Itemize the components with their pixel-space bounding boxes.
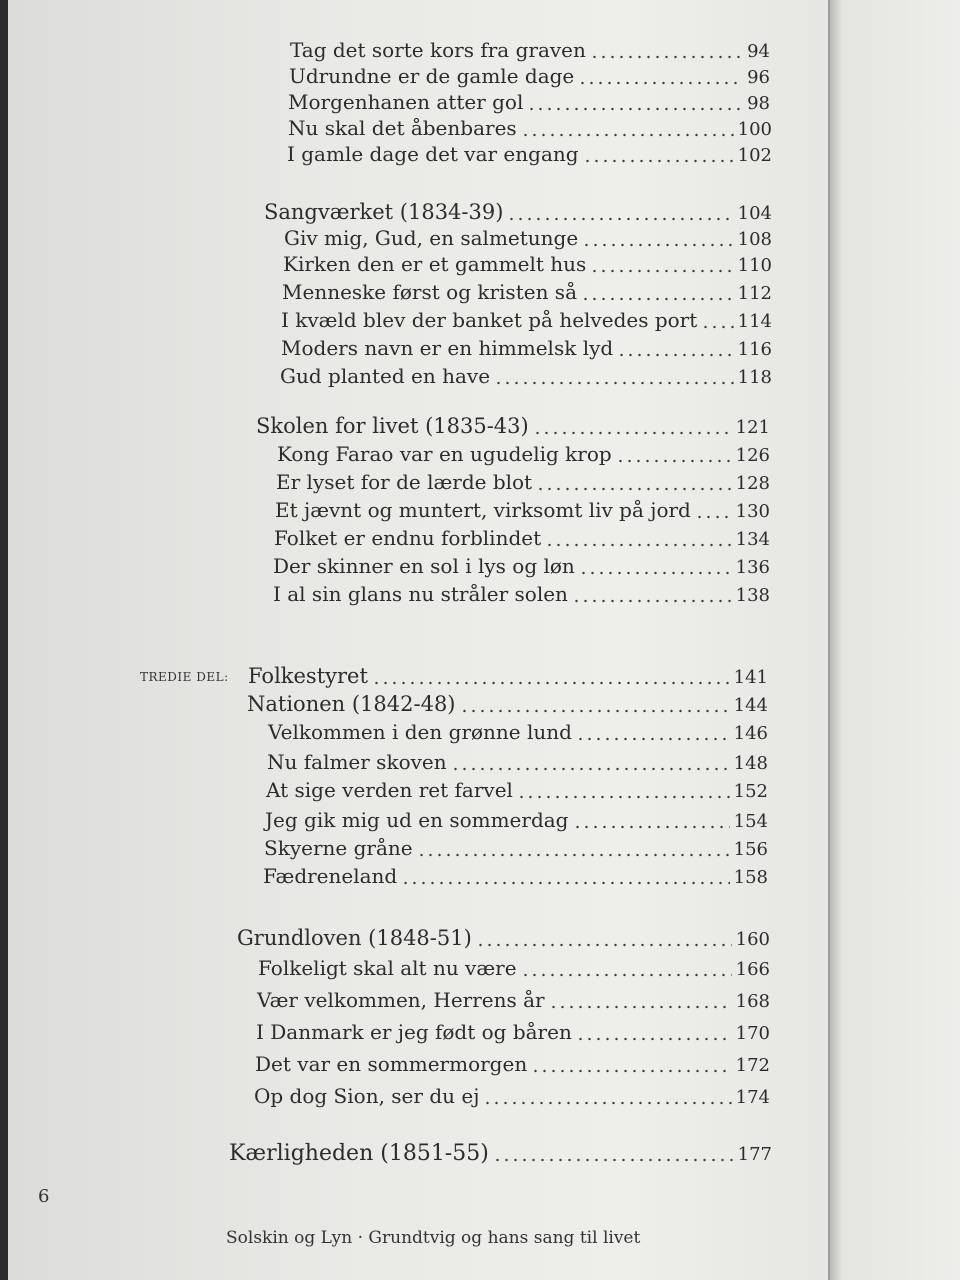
toc-entry-page: 146 [733,723,768,744]
toc-entry-title: Kirken den er et gammelt hus [283,252,587,276]
toc-entry-title: Folket er endnu forblindet [274,526,542,550]
toc-entry-page: 102 [737,145,772,166]
dot-leader [701,325,733,329]
toc-entry-page: 128 [735,473,770,494]
toc-section-heading [247,692,768,718]
dot-leader [521,133,734,137]
toc-entry-title: Moders navn er en himmelsk lyd [281,336,614,360]
dot-leader [521,973,732,977]
toc-entry-title: I Danmark er jeg født og båren [256,1020,572,1044]
dot-leader [616,459,732,463]
dot-leader [579,571,732,575]
dot-leader [572,599,732,603]
toc-entry [276,470,770,496]
dot-leader [527,107,743,111]
dot-leader [531,1069,731,1073]
toc-entry [257,988,770,1014]
toc-entry-title: Fædreneland [263,864,398,888]
toc-entry-page: 141 [733,667,768,688]
toc-section-heading [264,200,772,226]
toc-entry [287,142,772,168]
toc-entry-page: 144 [733,695,768,716]
toc-entry [277,442,770,468]
dot-leader [451,767,730,771]
toc-entry-title: Grundloven (1848-51) [237,926,472,950]
toc-entry-title: Nu falmer skoven [267,750,447,774]
toc-section-heading [256,414,770,440]
toc-section-heading [237,926,770,952]
toc-entry-title: Der skinner en sol i lys og løn [273,554,575,578]
toc-entry-title: Tag det sorte kors fra graven [290,38,586,62]
toc-entry-page: 172 [735,1055,770,1076]
toc-section-heading [229,1142,772,1167]
running-footer: Solskin og Lyn · Grundtvig og hans sang til livet [226,1228,641,1248]
toc-entry-title: Skolen for livet (1835-43) [256,414,529,438]
toc-entry-title: Skyerne gråne [264,836,413,860]
dot-leader [695,515,732,519]
toc-entry-page: 100 [737,119,772,140]
toc-entry [281,308,772,334]
toc-entry [290,38,770,64]
toc-entry-title: I al sin glans nu stråler solen [273,582,568,606]
toc-entry-page: 148 [733,753,768,774]
toc-entry-page: 96 [747,67,770,88]
toc-entry [267,750,768,776]
toc-entry [273,554,770,580]
toc-entry-title: Nu skal det åbenbares [288,116,517,140]
dot-leader [582,243,733,247]
toc-entry-page: 166 [735,959,770,980]
toc-entry [273,582,770,608]
toc-entry [268,720,768,746]
dot-leader [545,543,732,547]
toc-entry-title: Velkommen i den grønne lund [268,720,572,744]
toc-entry [282,280,772,306]
toc-entry-title: Nationen (1842-48) [247,692,456,716]
dot-leader [517,795,730,799]
toc-entry-title: Jeg gik mig ud en sommerdag [265,808,569,832]
toc-entry-page: 118 [737,367,772,388]
toc-entry-page: 112 [737,283,772,304]
toc-entry-title: Kærligheden (1851-55) [229,1141,489,1166]
dot-leader [583,159,734,163]
toc-entry-page: 126 [735,445,770,466]
toc-entry-page: 104 [737,203,772,224]
toc-entry [263,864,768,890]
dot-leader [417,853,730,857]
toc-entry-page: 152 [733,781,768,802]
toc-entry-title: Menneske først og kristen så [282,280,577,304]
toc-entry-page: 174 [735,1087,770,1108]
toc-entry-page: 94 [747,41,770,62]
toc-entry [266,778,768,804]
toc-entry [256,1020,770,1046]
toc-entry-page: 138 [735,585,770,606]
toc-entry-title: Det var en sommermorgen [255,1052,528,1076]
toc-entry [265,808,768,834]
toc-entry [283,252,772,278]
page-number: 6 [38,1186,50,1207]
toc-entry-page: 121 [735,417,770,438]
toc-entry-page: 134 [735,529,770,550]
dot-leader [372,681,730,685]
dot-leader [507,217,733,221]
dot-leader [581,297,734,301]
dot-leader [549,1005,732,1009]
toc-entry [258,956,770,982]
toc-entry-page: 108 [737,229,772,250]
dot-leader [576,1037,732,1041]
toc-entry-page: 136 [735,557,770,578]
toc-entry [255,1052,770,1078]
toc-entry [288,90,770,116]
toc-entry-title: Gud planted en have [280,364,491,388]
toc-entry [289,64,770,90]
toc-entry [288,116,772,142]
toc-entry-title: Folkeligt skal alt nu være [258,956,517,980]
dot-leader [536,487,732,491]
dot-leader [494,381,734,385]
toc-entry-page: 116 [737,339,772,360]
toc-entry-page: 154 [733,811,768,832]
toc-entry-title: Er lyset for de lærde blot [276,470,533,494]
toc-entry-page: 160 [735,929,770,950]
dot-leader [460,709,730,713]
dot-leader [573,825,730,829]
dot-leader [576,737,730,741]
toc-entry-title: Et jævnt og muntert, virksomt liv på jord [275,498,691,522]
toc-entry-page: 98 [747,93,770,114]
toc-entry-title: Morgenhanen atter gol [288,90,524,114]
toc-entry-page: 170 [735,1023,770,1044]
toc-entry [264,836,768,862]
toc-entry [281,336,772,362]
toc-entry-title: Sangværket (1834-39) [264,200,504,224]
toc-entry [254,1084,770,1110]
part-label: TREDIE DEL: [140,670,229,684]
toc-entry-title: Op dog Sion, ser du ej [254,1084,480,1108]
dot-leader [401,881,729,885]
toc-entry-page: 156 [733,839,768,860]
dot-leader [493,1158,734,1162]
toc-entry-title: Kong Farao var en ugudelig krop [277,442,612,466]
toc-entry-page: 177 [737,1144,772,1165]
toc-entry [284,226,772,252]
toc-entry-page: 168 [735,991,770,1012]
toc-entry-title: Udrundne er de gamle dage [289,64,575,88]
toc-entry-title: Vær velkommen, Herrens år [257,988,545,1012]
dot-leader [578,81,743,85]
dot-leader [483,1101,731,1105]
toc-entry-page: 110 [737,255,772,276]
toc-entry-title: Giv mig, Gud, en salmetunge [284,226,579,250]
toc-entry [280,364,772,390]
dot-leader [590,269,733,273]
toc-part-heading [248,664,768,690]
toc-entry [274,526,770,552]
toc-entry [275,498,770,524]
toc-entry-page: 130 [735,501,770,522]
toc-entry-title: I kvæld blev der banket på helvedes port [281,308,698,332]
dot-leader [590,55,743,59]
toc-entry-title: At sige verden ret farvel [266,778,513,802]
toc-entry-title: Folkestyret [248,664,368,688]
dot-leader [533,431,732,435]
dot-leader [617,353,733,357]
toc-entry-page: 158 [733,867,768,888]
toc-entry-title: I gamle dage det var engang [287,142,579,166]
toc-entry-page: 114 [737,311,772,332]
dot-leader [476,943,732,947]
